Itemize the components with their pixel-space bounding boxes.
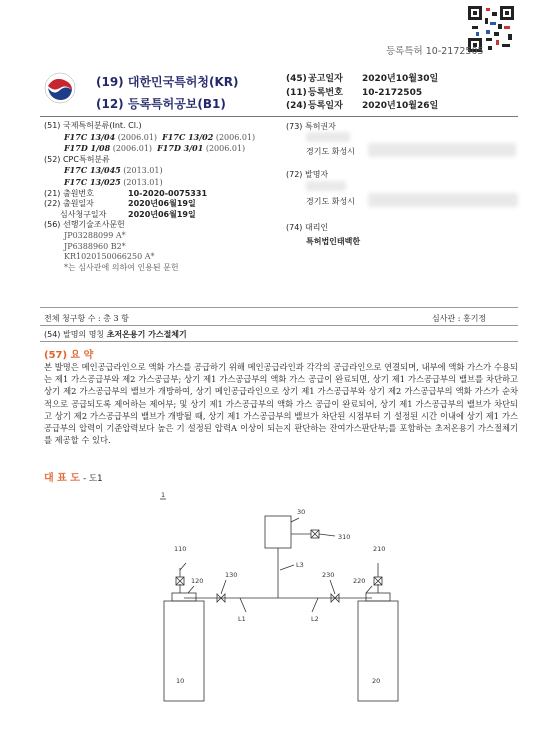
examiner: 심사관 : 홍기정	[432, 314, 487, 323]
fig-label-220: 220	[353, 577, 366, 585]
registration-number-header: 등록특허 10-2172505	[386, 46, 484, 57]
cpc-row-2: F17C 13/025 (2013.01)	[64, 176, 163, 187]
fig-label-310: 310	[338, 533, 351, 541]
controller-box	[265, 516, 291, 548]
exam-request-date: 심사청구일자 2020년06월19일	[60, 209, 196, 219]
representative-figure-heading: 대 표 도 - 도1	[44, 473, 103, 484]
pub-row-2: (11)등록번호 10-2172505	[286, 87, 423, 98]
cpc-row-1: F17C 13/045 (2013.01)	[64, 165, 163, 176]
ipc-row-2: F17D 1/08 (2006.01) F17D 3/01 (2006.01)	[64, 143, 246, 154]
fig-label-120: 120	[191, 577, 204, 585]
prior-art-label: (56) 선행기술조사문헌	[44, 220, 125, 230]
abstract-text: 본 발명은 메인공급라인으로 액화 가스를 공급하기 위해 메인공급라인과 각각의 공급라인으로 연결되며, 내부에 액화 가스가 수용되는 제1 가스공급부와 제2 가스공급부; 상기 제1 가스공급부의 액화 가스 공급이 완료되면, 상기 제1 가스공급부의 밸브를 차단하고 상기 제2 가스공급부의 밸브가 개방하여, 상기 메인공급라인으로 상기 제1 가스공급부와 상기 제2 가스공급부의 액화 가스가 순차적으로 공급되도록 제어하는 제어부; 및 상기 제1 가스공급부의 액화 가스 공급이 완료되어, 상기 제1 가스공급부의 밸브가 차단되고 상기 제2 가스공급부의 밸브가 개방될 때, 상기 제1 가스공급부의 밸브가 차단된 시점부터 기 설정된 시간 이내에 상기 제1 가스공급부의 압력이 기준압력보다 높은 기 설정된 압력A 이상이 되는지 판단하는 잔여가스판단부;를 포함하는 초저온용기 가스절체기를 제공할 수 있다.	[44, 362, 518, 446]
fig-label-l3: L3	[296, 561, 304, 569]
patentee-label: (73) 특허권자	[286, 122, 336, 131]
invention-title: (54) 발명의 명칭 초저온용기 가스절체기	[44, 330, 187, 339]
cpc-label: (52) CPC특허분류	[44, 154, 110, 164]
ipc-label: (51) 국제특허분류(Int. Cl.)	[44, 121, 142, 130]
gas-tank-20	[358, 601, 398, 701]
inventor-label: (72) 발명자	[286, 170, 329, 179]
abstract-heading: (57) 요 약	[44, 350, 94, 361]
agent-label: (74) 대리인	[286, 223, 329, 232]
fig-label-130: 130	[225, 571, 238, 579]
total-claims: 전체 청구항 수 : 총 3 항	[44, 314, 129, 323]
fig-label-110: 110	[174, 545, 187, 553]
prior-art-3: KR1020150066250 A*	[64, 252, 155, 262]
gazette-title: (12) 등록특허공보(B1)	[96, 97, 226, 111]
prior-art-note: *는 심사관에 의하여 인용된 문헌	[64, 262, 179, 272]
prior-art-2: JP6388960 B2*	[64, 241, 126, 251]
fig-label-210: 210	[373, 545, 386, 553]
gas-tank-10	[164, 601, 204, 701]
fig-label-30: 30	[297, 508, 306, 516]
fig-label-230: 230	[322, 571, 335, 579]
office-title: (19) 대한민국특허청(KR)	[96, 75, 239, 89]
application-number: (21) 출원번호 10-2020-0075331	[44, 188, 208, 198]
fig-label-1: 1	[161, 491, 166, 499]
inventor-address: 경기도 화성시	[306, 197, 355, 206]
pub-row-3: (24)등록일자 2020년10월26일	[286, 101, 439, 111]
fig-label-l2: L2	[311, 615, 319, 623]
application-date: (22) 출원일자 2020년06월19일	[44, 199, 196, 209]
agent-value: 특허법인태백한	[306, 237, 361, 246]
fig-label-10: 10	[176, 677, 185, 685]
fig-label-l1: L1	[238, 615, 246, 623]
prior-art-1: JP03288099 A*	[64, 230, 126, 240]
pub-row-1: (45)공고일자 2020년10월30일	[286, 74, 439, 84]
ipc-row-1: F17C 13/04 (2006.01) F17C 13/02 (2006.01)	[64, 131, 256, 142]
patentee-address: 경기도 화성시	[306, 147, 355, 156]
fig-label-20: 20	[372, 677, 381, 685]
